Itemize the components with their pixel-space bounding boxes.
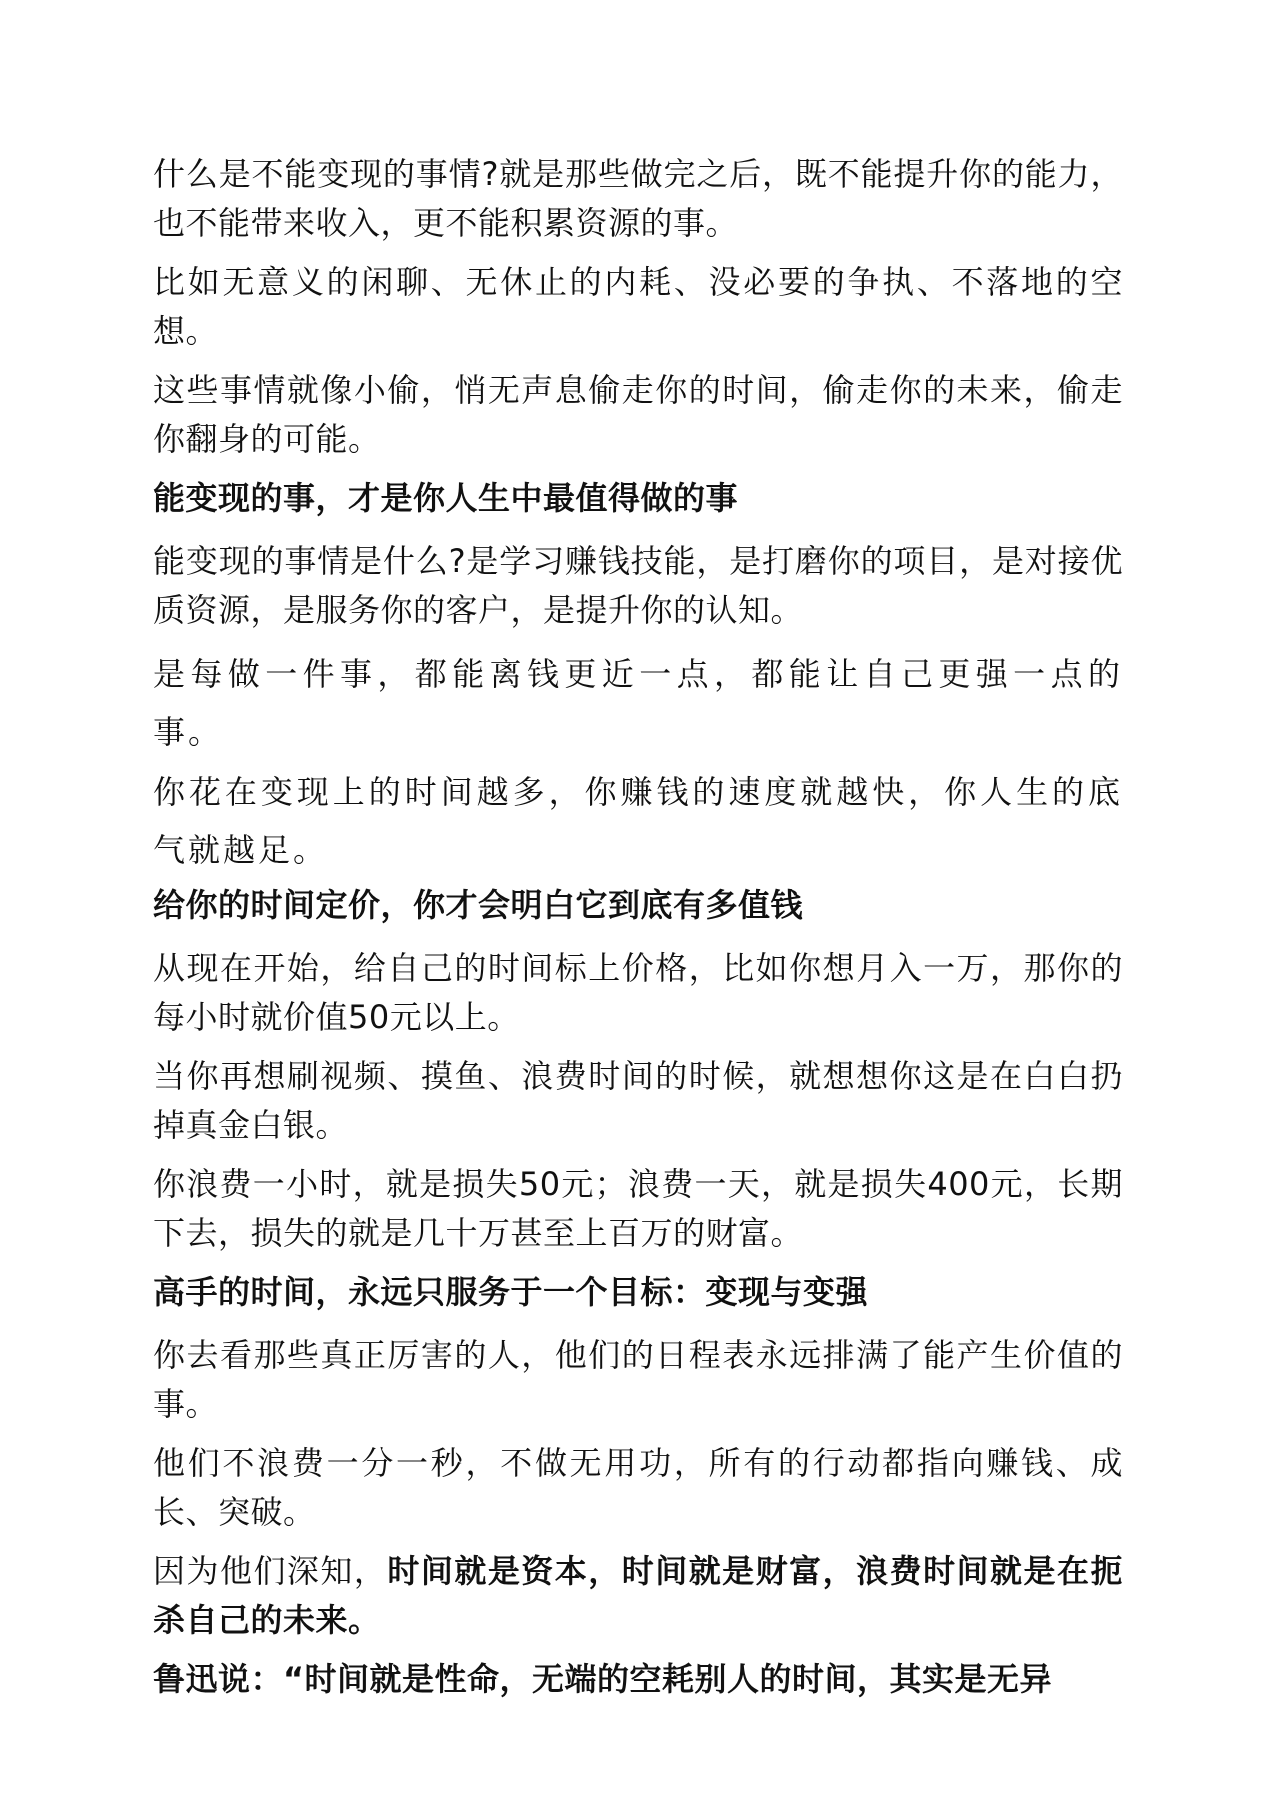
paragraph-monetizable-definition: 能变现的事情是什么?是学习赚钱技能，是打磨你的项目，是对接优质资源，是服务你的客户，是提升你的认知。 [153, 542, 1123, 629]
paragraph-examples: 比如无意义的闲聊、无休止的内耗、没必要的争执、不落地的空想。 [153, 263, 1123, 350]
text-normal-prefix: 因为他们深知， [153, 1552, 388, 1590]
heading-lu-xun-quote: 鲁迅说：“时间就是性命，无端的空耗别人的时间，其实是无异 [153, 1660, 1053, 1698]
paragraph-wasting-money: 当你再想刷视频、摸鱼、浪费时间的时候，就想想你这是在白白扔掉真金白银。 [153, 1057, 1123, 1144]
text-bold-emphasis: 时间就是资本，时间就是财富，浪费时间就是在扼杀自己的未来。 [153, 1552, 1123, 1639]
paragraph-loss-calculation: 你浪费一小时，就是损失50元；浪费一天，就是损失400元，长期下去，损失的就是几十万甚至上百万的财富。 [153, 1165, 1123, 1252]
heading-experts-goal: 高手的时间，永远只服务于一个目标：变现与变强 [153, 1273, 869, 1311]
paragraph-thief-metaphor: 这些事情就像小偷，悄无声息偷走你的时间，偷走你的未来，偷走你翻身的可能。 [153, 371, 1123, 458]
document-content [153, 150, 1123, 1718]
paragraph-more-time-faster: 你花在变现上的时间越多，你赚钱的速度就越快，你人生的底气就越足。 [153, 773, 1123, 869]
paragraph-closer-to-money: 是每做一件事，都能离钱更近一点，都能让自己更强一点的事。 [153, 655, 1123, 751]
paragraph-no-waste: 他们不浪费一分一秒，不做无用功，所有的行动都指向赚钱、成长、突破。 [153, 1444, 1123, 1531]
paragraph-non-monetizable-definition: 什么是不能变现的事情?就是那些做完之后，既不能提升你的能力，也不能带来收入，更不能积累资源的事。 [153, 155, 1123, 242]
paragraph-set-price: 从现在开始，给自己的时间标上价格，比如你想月入一万，那你的每小时就价值50元以上。 [153, 949, 1123, 1036]
paragraph-schedule-full: 你去看那些真正厉害的人，他们的日程表永远排满了能产生价值的事。 [153, 1336, 1123, 1423]
heading-price-your-time: 给你的时间定价，你才会明白它到底有多值钱 [153, 886, 804, 924]
paragraph-time-is-capital [153, 1547, 1123, 1645]
heading-worth-doing: 能变现的事，才是你人生中最值得做的事 [153, 479, 739, 517]
